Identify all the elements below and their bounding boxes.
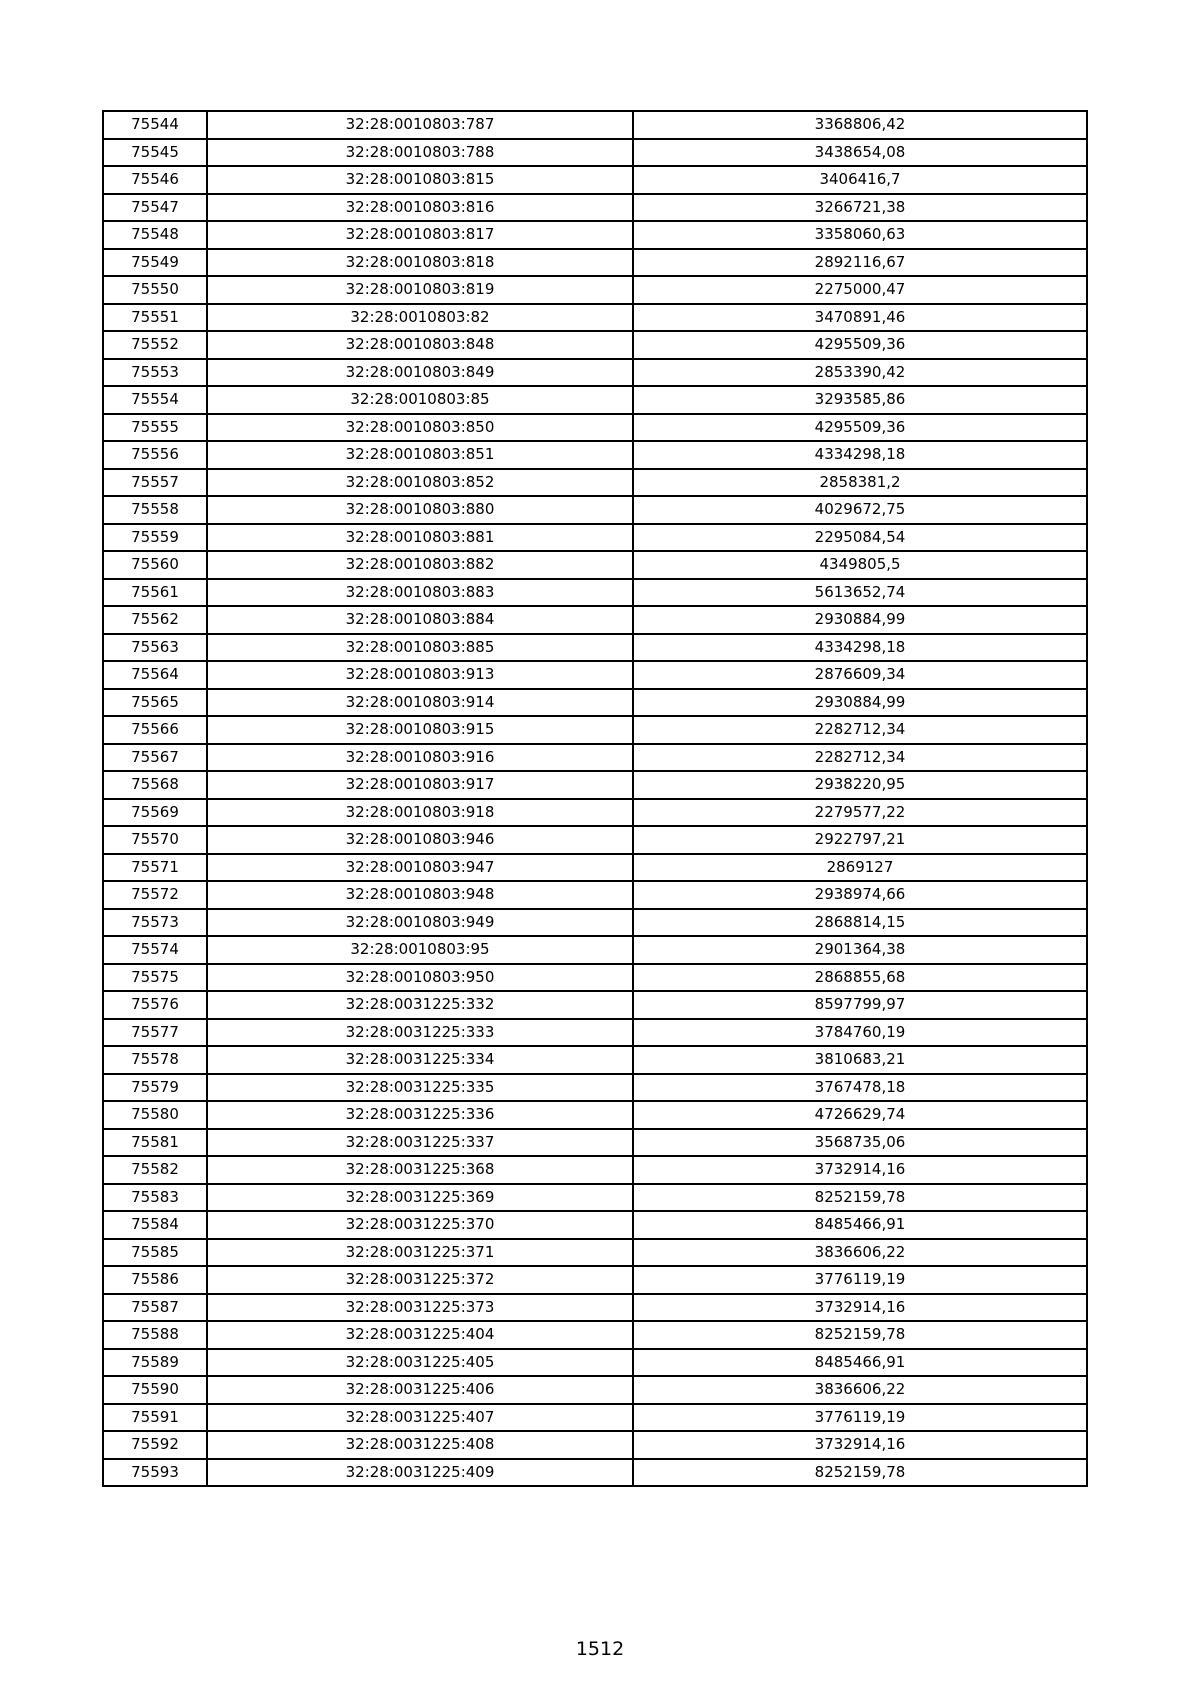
cadastral-value-cell: 3470891,46 — [633, 304, 1087, 332]
cadastral-value-cell: 3568735,06 — [633, 1129, 1087, 1157]
cadastral-value-cell: 2868814,15 — [633, 909, 1087, 937]
cadastral-value-cell: 3732914,16 — [633, 1294, 1087, 1322]
row-number-cell: 75562 — [103, 606, 207, 634]
cadastral-number-cell: 32:28:0010803:950 — [207, 964, 633, 992]
table-row — [103, 1101, 1087, 1129]
row-number-cell: 75557 — [103, 469, 207, 497]
cadastral-value-cell: 3776119,19 — [633, 1266, 1087, 1294]
cadastral-value-cell: 3836606,22 — [633, 1239, 1087, 1267]
cadastral-number-cell: 32:28:0010803:948 — [207, 881, 633, 909]
cadastral-value-cell: 2279577,22 — [633, 799, 1087, 827]
cadastral-number-cell: 32:28:0031225:332 — [207, 991, 633, 1019]
cadastral-number-cell: 32:28:0010803:852 — [207, 469, 633, 497]
row-number-cell: 75547 — [103, 194, 207, 222]
cadastral-number-cell: 32:28:0010803:913 — [207, 661, 633, 689]
cadastral-value-cell: 3368806,42 — [633, 111, 1087, 139]
row-number-cell: 75592 — [103, 1431, 207, 1459]
row-number-cell: 75556 — [103, 441, 207, 469]
cadastral-value-table — [102, 110, 1088, 1487]
cadastral-number-cell: 32:28:0010803:914 — [207, 689, 633, 717]
cadastral-number-cell: 32:28:0010803:883 — [207, 579, 633, 607]
cadastral-number-cell: 32:28:0010803:85 — [207, 386, 633, 414]
cadastral-number-cell: 32:28:0010803:916 — [207, 744, 633, 772]
cadastral-number-cell: 32:28:0031225:408 — [207, 1431, 633, 1459]
row-number-cell: 75563 — [103, 634, 207, 662]
table-row — [103, 1129, 1087, 1157]
cadastral-number-cell: 32:28:0010803:946 — [207, 826, 633, 854]
cadastral-value-cell: 8485466,91 — [633, 1349, 1087, 1377]
row-number-cell: 75549 — [103, 249, 207, 277]
table-row — [103, 1459, 1087, 1487]
cadastral-value-cell: 8485466,91 — [633, 1211, 1087, 1239]
row-number-cell: 75544 — [103, 111, 207, 139]
table-row — [103, 194, 1087, 222]
row-number-cell: 75582 — [103, 1156, 207, 1184]
row-number-cell: 75555 — [103, 414, 207, 442]
cadastral-number-cell: 32:28:0031225:369 — [207, 1184, 633, 1212]
cadastral-value-cell: 2282712,34 — [633, 744, 1087, 772]
table-row — [103, 386, 1087, 414]
table-row — [103, 414, 1087, 442]
row-number-cell: 75593 — [103, 1459, 207, 1487]
table-row — [103, 441, 1087, 469]
cadastral-value-cell: 8252159,78 — [633, 1459, 1087, 1487]
cadastral-value-cell: 2938220,95 — [633, 771, 1087, 799]
row-number-cell: 75590 — [103, 1376, 207, 1404]
row-number-cell: 75552 — [103, 331, 207, 359]
cadastral-value-cell: 3406416,7 — [633, 166, 1087, 194]
table-row — [103, 799, 1087, 827]
row-number-cell: 75572 — [103, 881, 207, 909]
cadastral-value-cell: 2853390,42 — [633, 359, 1087, 387]
cadastral-number-cell: 32:28:0010803:817 — [207, 221, 633, 249]
table-row — [103, 716, 1087, 744]
cadastral-number-cell: 32:28:0010803:787 — [207, 111, 633, 139]
table-row — [103, 936, 1087, 964]
cadastral-number-cell: 32:28:0010803:848 — [207, 331, 633, 359]
cadastral-value-cell: 2892116,67 — [633, 249, 1087, 277]
cadastral-value-cell: 3358060,63 — [633, 221, 1087, 249]
cadastral-value-cell: 4334298,18 — [633, 441, 1087, 469]
table-row — [103, 579, 1087, 607]
table-row — [103, 331, 1087, 359]
cadastral-number-cell: 32:28:0010803:880 — [207, 496, 633, 524]
row-number-cell: 75583 — [103, 1184, 207, 1212]
cadastral-number-cell: 32:28:0010803:881 — [207, 524, 633, 552]
cadastral-number-cell: 32:28:0031225:372 — [207, 1266, 633, 1294]
cadastral-value-cell: 5613652,74 — [633, 579, 1087, 607]
table-row — [103, 991, 1087, 1019]
cadastral-number-cell: 32:28:0010803:884 — [207, 606, 633, 634]
table-row — [103, 964, 1087, 992]
table-row — [103, 1404, 1087, 1432]
cadastral-number-cell: 32:28:0010803:82 — [207, 304, 633, 332]
row-number-cell: 75564 — [103, 661, 207, 689]
table-row — [103, 139, 1087, 167]
cadastral-value-cell: 3266721,38 — [633, 194, 1087, 222]
cadastral-value-cell: 8597799,97 — [633, 991, 1087, 1019]
cadastral-value-cell: 3732914,16 — [633, 1156, 1087, 1184]
table-row — [103, 826, 1087, 854]
row-number-cell: 75565 — [103, 689, 207, 717]
row-number-cell: 75584 — [103, 1211, 207, 1239]
cadastral-value-cell: 2922797,21 — [633, 826, 1087, 854]
row-number-cell: 75546 — [103, 166, 207, 194]
row-number-cell: 75576 — [103, 991, 207, 1019]
cadastral-number-cell: 32:28:0010803:949 — [207, 909, 633, 937]
row-number-cell: 75568 — [103, 771, 207, 799]
table-row — [103, 1184, 1087, 1212]
row-number-cell: 75559 — [103, 524, 207, 552]
cadastral-value-cell: 2876609,34 — [633, 661, 1087, 689]
cadastral-number-cell: 32:28:0031225:370 — [207, 1211, 633, 1239]
row-number-cell: 75587 — [103, 1294, 207, 1322]
cadastral-value-cell: 4295509,36 — [633, 414, 1087, 442]
cadastral-number-cell: 32:28:0010803:917 — [207, 771, 633, 799]
row-number-cell: 75550 — [103, 276, 207, 304]
table-row — [103, 496, 1087, 524]
cadastral-number-cell: 32:28:0010803:915 — [207, 716, 633, 744]
row-number-cell: 75575 — [103, 964, 207, 992]
cadastral-number-cell: 32:28:0031225:336 — [207, 1101, 633, 1129]
table-body — [103, 111, 1087, 1486]
cadastral-value-cell: 3810683,21 — [633, 1046, 1087, 1074]
cadastral-number-cell: 32:28:0010803:816 — [207, 194, 633, 222]
row-number-cell: 75578 — [103, 1046, 207, 1074]
cadastral-value-cell: 2858381,2 — [633, 469, 1087, 497]
cadastral-value-cell: 2938974,66 — [633, 881, 1087, 909]
table-row — [103, 1294, 1087, 1322]
cadastral-value-cell: 3732914,16 — [633, 1431, 1087, 1459]
cadastral-number-cell: 32:28:0010803:818 — [207, 249, 633, 277]
row-number-cell: 75570 — [103, 826, 207, 854]
table-row — [103, 1156, 1087, 1184]
cadastral-value-cell: 3776119,19 — [633, 1404, 1087, 1432]
row-number-cell: 75585 — [103, 1239, 207, 1267]
cadastral-number-cell: 32:28:0031225:334 — [207, 1046, 633, 1074]
cadastral-number-cell: 32:28:0010803:849 — [207, 359, 633, 387]
cadastral-number-cell: 32:28:0031225:368 — [207, 1156, 633, 1184]
row-number-cell: 75588 — [103, 1321, 207, 1349]
cadastral-number-cell: 32:28:0031225:335 — [207, 1074, 633, 1102]
cadastral-number-cell: 32:28:0010803:819 — [207, 276, 633, 304]
cadastral-value-cell: 2901364,38 — [633, 936, 1087, 964]
table-row — [103, 276, 1087, 304]
row-number-cell: 75580 — [103, 1101, 207, 1129]
cadastral-value-cell: 8252159,78 — [633, 1184, 1087, 1212]
cadastral-number-cell: 32:28:0010803:788 — [207, 139, 633, 167]
cadastral-value-cell: 2295084,54 — [633, 524, 1087, 552]
row-number-cell: 75560 — [103, 551, 207, 579]
row-number-cell: 75569 — [103, 799, 207, 827]
cadastral-value-cell: 2868855,68 — [633, 964, 1087, 992]
table-row — [103, 524, 1087, 552]
page-number: 1512 — [575, 1638, 625, 1660]
table-row — [103, 1239, 1087, 1267]
row-number-cell: 75558 — [103, 496, 207, 524]
cadastral-number-cell: 32:28:0010803:885 — [207, 634, 633, 662]
cadastral-value-cell: 4349805,5 — [633, 551, 1087, 579]
table-row — [103, 111, 1087, 139]
cadastral-value-cell: 3836606,22 — [633, 1376, 1087, 1404]
table-row — [103, 1046, 1087, 1074]
cadastral-value-cell: 3438654,08 — [633, 139, 1087, 167]
cadastral-number-cell: 32:28:0010803:882 — [207, 551, 633, 579]
cadastral-number-cell: 32:28:0010803:947 — [207, 854, 633, 882]
table-row — [103, 744, 1087, 772]
row-number-cell: 75551 — [103, 304, 207, 332]
row-number-cell: 75566 — [103, 716, 207, 744]
row-number-cell: 75586 — [103, 1266, 207, 1294]
cadastral-number-cell: 32:28:0010803:918 — [207, 799, 633, 827]
cadastral-number-cell: 32:28:0031225:407 — [207, 1404, 633, 1432]
row-number-cell: 75589 — [103, 1349, 207, 1377]
table-row — [103, 634, 1087, 662]
cadastral-value-cell: 8252159,78 — [633, 1321, 1087, 1349]
cadastral-number-cell: 32:28:0010803:815 — [207, 166, 633, 194]
cadastral-value-cell: 4295509,36 — [633, 331, 1087, 359]
cadastral-number-cell: 32:28:0010803:851 — [207, 441, 633, 469]
table-row — [103, 221, 1087, 249]
cadastral-value-cell: 3767478,18 — [633, 1074, 1087, 1102]
cadastral-number-cell: 32:28:0031225:406 — [207, 1376, 633, 1404]
cadastral-number-cell: 32:28:0031225:409 — [207, 1459, 633, 1487]
table-row — [103, 854, 1087, 882]
table-row — [103, 1376, 1087, 1404]
table-row — [103, 359, 1087, 387]
cadastral-value-cell: 4029672,75 — [633, 496, 1087, 524]
row-number-cell: 75545 — [103, 139, 207, 167]
table-row — [103, 304, 1087, 332]
table-row — [103, 1266, 1087, 1294]
cadastral-value-cell: 2930884,99 — [633, 689, 1087, 717]
cadastral-number-cell: 32:28:0031225:371 — [207, 1239, 633, 1267]
row-number-cell: 75581 — [103, 1129, 207, 1157]
row-number-cell: 75554 — [103, 386, 207, 414]
cadastral-number-cell: 32:28:0031225:337 — [207, 1129, 633, 1157]
table-row — [103, 249, 1087, 277]
table-row — [103, 166, 1087, 194]
row-number-cell: 75577 — [103, 1019, 207, 1047]
table-row — [103, 1211, 1087, 1239]
table-row — [103, 469, 1087, 497]
cadastral-number-cell: 32:28:0031225:333 — [207, 1019, 633, 1047]
cadastral-number-cell: 32:28:0031225:404 — [207, 1321, 633, 1349]
cadastral-number-cell: 32:28:0010803:850 — [207, 414, 633, 442]
cadastral-number-cell: 32:28:0010803:95 — [207, 936, 633, 964]
row-number-cell: 75571 — [103, 854, 207, 882]
row-number-cell: 75573 — [103, 909, 207, 937]
table-row — [103, 881, 1087, 909]
table-row — [103, 771, 1087, 799]
cadastral-number-cell: 32:28:0031225:373 — [207, 1294, 633, 1322]
cadastral-number-cell: 32:28:0031225:405 — [207, 1349, 633, 1377]
table-row — [103, 909, 1087, 937]
row-number-cell: 75553 — [103, 359, 207, 387]
table-row — [103, 1431, 1087, 1459]
cadastral-value-cell: 2869127 — [633, 854, 1087, 882]
table-row — [103, 1019, 1087, 1047]
cadastral-value-cell: 2282712,34 — [633, 716, 1087, 744]
row-number-cell: 75574 — [103, 936, 207, 964]
row-number-cell: 75561 — [103, 579, 207, 607]
cadastral-value-cell: 4726629,74 — [633, 1101, 1087, 1129]
cadastral-value-cell: 2930884,99 — [633, 606, 1087, 634]
table-row — [103, 689, 1087, 717]
row-number-cell: 75579 — [103, 1074, 207, 1102]
row-number-cell: 75567 — [103, 744, 207, 772]
table-row — [103, 1074, 1087, 1102]
cadastral-value-cell: 4334298,18 — [633, 634, 1087, 662]
row-number-cell: 75591 — [103, 1404, 207, 1432]
table-row — [103, 1349, 1087, 1377]
cadastral-value-cell: 2275000,47 — [633, 276, 1087, 304]
table-row — [103, 606, 1087, 634]
row-number-cell: 75548 — [103, 221, 207, 249]
table-row — [103, 551, 1087, 579]
table-row — [103, 661, 1087, 689]
cadastral-value-cell: 3293585,86 — [633, 386, 1087, 414]
table-row — [103, 1321, 1087, 1349]
cadastral-value-cell: 3784760,19 — [633, 1019, 1087, 1047]
